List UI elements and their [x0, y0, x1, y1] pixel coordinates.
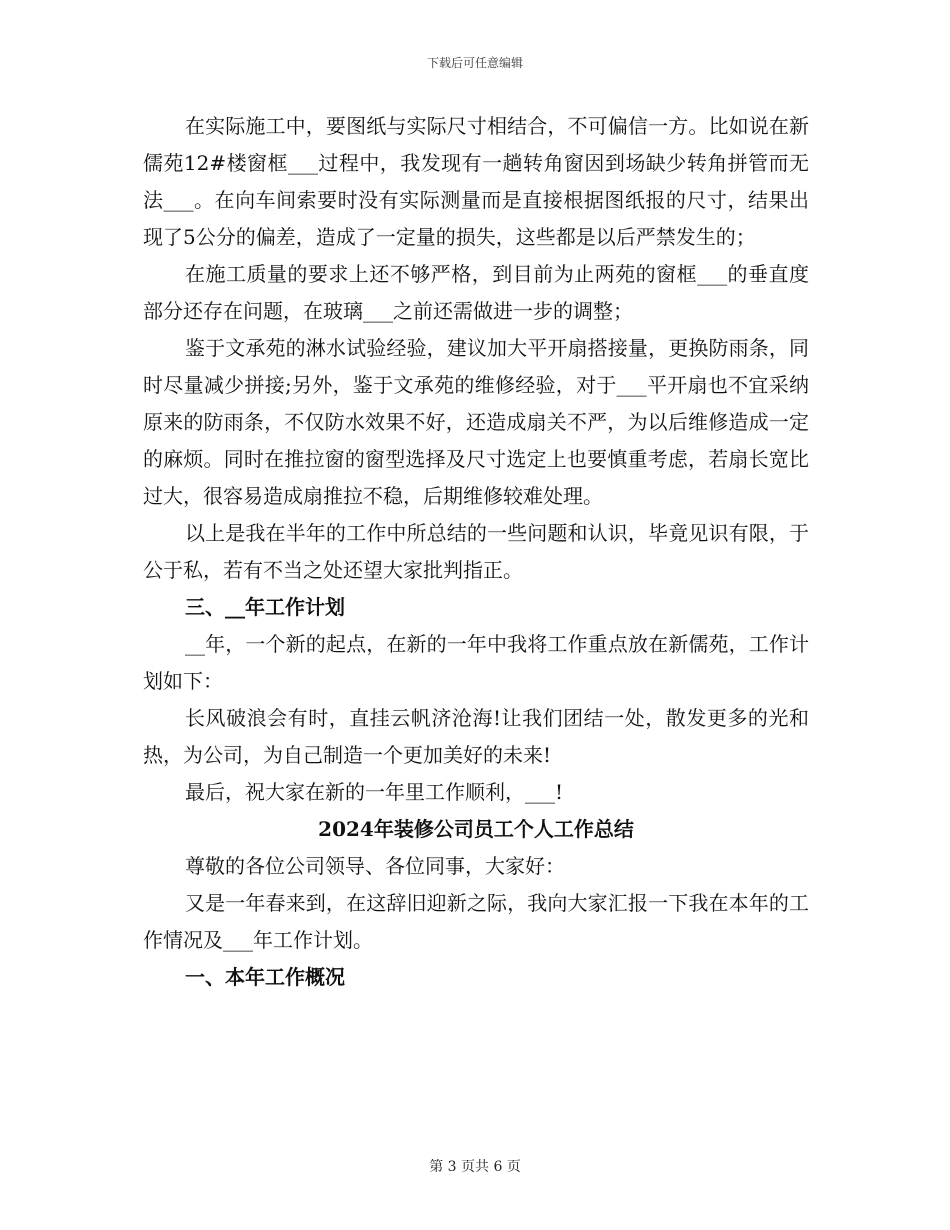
- document-title: 2024年装修公司员工个人工作总结: [318, 817, 634, 841]
- paragraph-encouragement: 长风破浪会有时，直挂云帆济沧海!让我们团结一处，散发更多的光和热，为公司，为自己制造一个更加美好的未来!: [143, 706, 809, 767]
- document-body: [143, 108, 809, 996]
- section-heading-overview: 一、本年工作概况: [185, 965, 345, 989]
- paragraph-quality-requirements: 在施工质量的要求上还不够严格，到目前为止两苑的窗框___的垂直度部分还存在问题，在玻璃___之前还需做进一步的调整；: [143, 262, 809, 323]
- paragraph-waterproof-suggestion: 鉴于文承苑的淋水试验经验，建议加大平开扇搭接量，更换防雨条，同时尽量减少拼接;另外，鉴于文承苑的维修经验，对于___平开扇也不宜采纳原来的防雨条，不仅防水效果不好，还造成扇关不严，为以后维修造成一定的麻烦。同时在推拉窗的窗型选择及尺寸选定上也要慎重考虑，若扇长宽比过大，很容易造成扇推拉不稳，后期维修较难处理。: [143, 336, 809, 508]
- paragraph-greeting: 尊敬的各位公司领导、各位同事，大家好：: [185, 854, 565, 878]
- page-header: 下载后可任意编辑: [426, 56, 523, 70]
- paragraph-work-plan-intro: __年，一个新的起点，在新的一年中我将工作重点放在新儒苑，工作计划如下：: [143, 632, 809, 693]
- paragraph-construction-dimensions: 在实际施工中，要图纸与实际尺寸相结合，不可偏信一方。比如说在新儒苑12#楼窗框___过程中，我发现有一趟转角窗因到场缺少转角拼管而无法___。在向车间索要时没有实际测量而是直接根据图纸报的尺寸，结果出现了5公分的偏差，造成了一定量的损失，这些都是以后严禁发生的；: [143, 114, 809, 249]
- section-heading-work-plan: 三、__年工作计划: [185, 595, 345, 619]
- paragraph-report-intro: 又是一年春来到，在这辞旧迎新之际，我向大家汇报一下我在本年的工作情况及___年工作计划。: [143, 891, 809, 952]
- paragraph-summary-closing: 以上是我在半年的工作中所总结的一些问题和认识，毕竟见识有限，于公于私，若有不当之处还望大家批判指正。: [143, 521, 809, 582]
- page-footer: 第 3 页共 6 页: [429, 1159, 521, 1175]
- paragraph-wishes: 最后，祝大家在新的一年里工作顺利，___!: [185, 780, 564, 804]
